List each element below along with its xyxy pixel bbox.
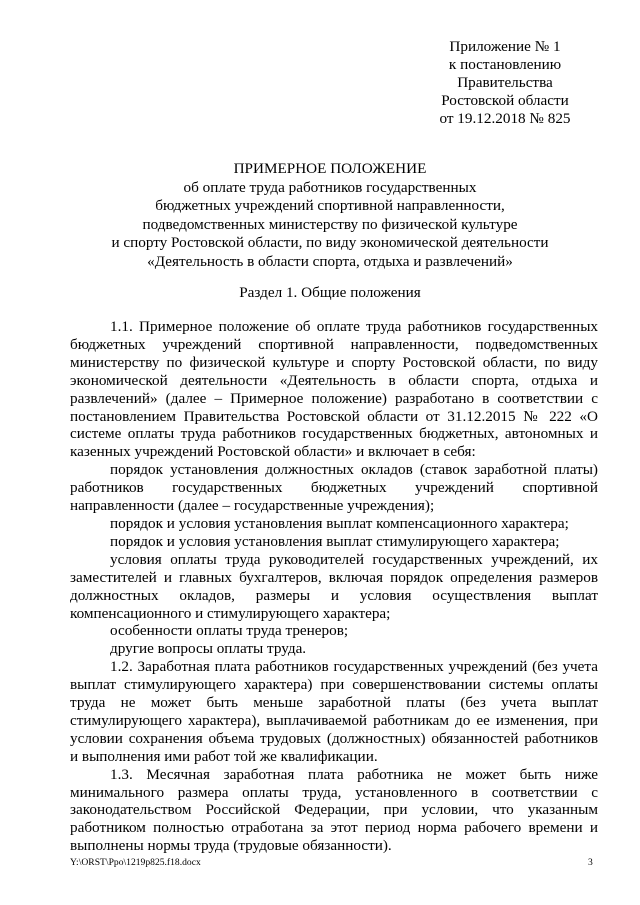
title-line: об оплате труда работников государственных — [183, 178, 477, 196]
paragraph: другие вопросы оплаты труда. — [110, 640, 307, 658]
section-title: Раздел 1. Общие положения — [239, 284, 421, 301]
appendix-line: Приложение № 1 — [449, 38, 561, 55]
paragraph: порядок и условия установления выплат компенсационного характера; — [110, 514, 569, 532]
title-line: бюджетных учреждений спортивной направленности, — [155, 197, 505, 214]
document-title — [90, 160, 570, 271]
paragraph: 1.1. Примерное положение об оплате труда работников государственных бюджетных учреждений спортивной направленности, подведомственных министерству по физической культуре и спорту Ростовской области, по виду экономической деятельности «Деятельность в области спорта, отдыха и развлечений» (далее – Примерное положение) разработано в соответствии с постановлением Правительства Ростовской области от 31.12.2015 № 222 «О системе оплаты труда работников государственных бюджетных, автономных и казенных учреждений Ростовской области» и включает в себя: — [70, 318, 598, 461]
title-line: подведомственных министерству по физической культуре — [142, 215, 518, 233]
appendix-line: от 19.12.2018 № 825 — [439, 110, 571, 127]
paragraph: 1.2. Заработная плата работников государственных учреждений (без учета выплат стимулирующего характера) при совершенствовании системы оплаты труда не может быть меньше заработной платы (без учета выплат стимулирующего характера), выплачиваемой работникам до ее изменения, при условии сохранения объема трудовых (должностных) обязанностей работников и выполнения ими работ той же квалификации. — [70, 658, 598, 765]
paragraph: порядок и условия установления выплат стимулирующего характера; — [110, 532, 560, 550]
body-text — [70, 318, 598, 855]
paragraph: условия оплаты труда руководителей государственных учреждений, их заместителей и главных бухгалтеров, включая порядок определения размеров должностных окладов, размеры и условия осуществления выплат компенсационного и стимулирующего характера; — [70, 550, 598, 622]
paragraph: 1.3. Месячная заработная плата работника не может быть ниже минимального размера оплаты труда, установленного в соответствии с законодательством Российской Федерации, при условии, что указанным работником полностью отработана за этот период норма рабочего времени и выполнены нормы труда (трудовые обязанности). — [70, 765, 598, 855]
title-heading: ПРИМЕРНОЕ ПОЛОЖЕНИЕ — [233, 160, 427, 177]
appendix-block — [410, 38, 600, 128]
page-number: 3 — [588, 857, 593, 868]
appendix-line: Ростовской области — [441, 92, 569, 109]
paragraph: порядок установления должностных окладов (ставок заработной платы) работников государственных бюджетных учреждений спортивной направленности (далее – государственные учреждения); — [70, 461, 598, 515]
paragraph: особенности оплаты труда тренеров; — [110, 622, 349, 640]
footer-file-path: Y:\ORST\Ppo\1219p825.f18.docx — [70, 857, 201, 868]
appendix-line: Правительства — [457, 74, 553, 91]
title-line: «Деятельность в области спорта, отдыха и развлечений» — [147, 252, 513, 270]
appendix-line: к постановлению — [448, 56, 562, 73]
title-line: и спорту Ростовской области, по виду экономической деятельности — [111, 234, 549, 251]
